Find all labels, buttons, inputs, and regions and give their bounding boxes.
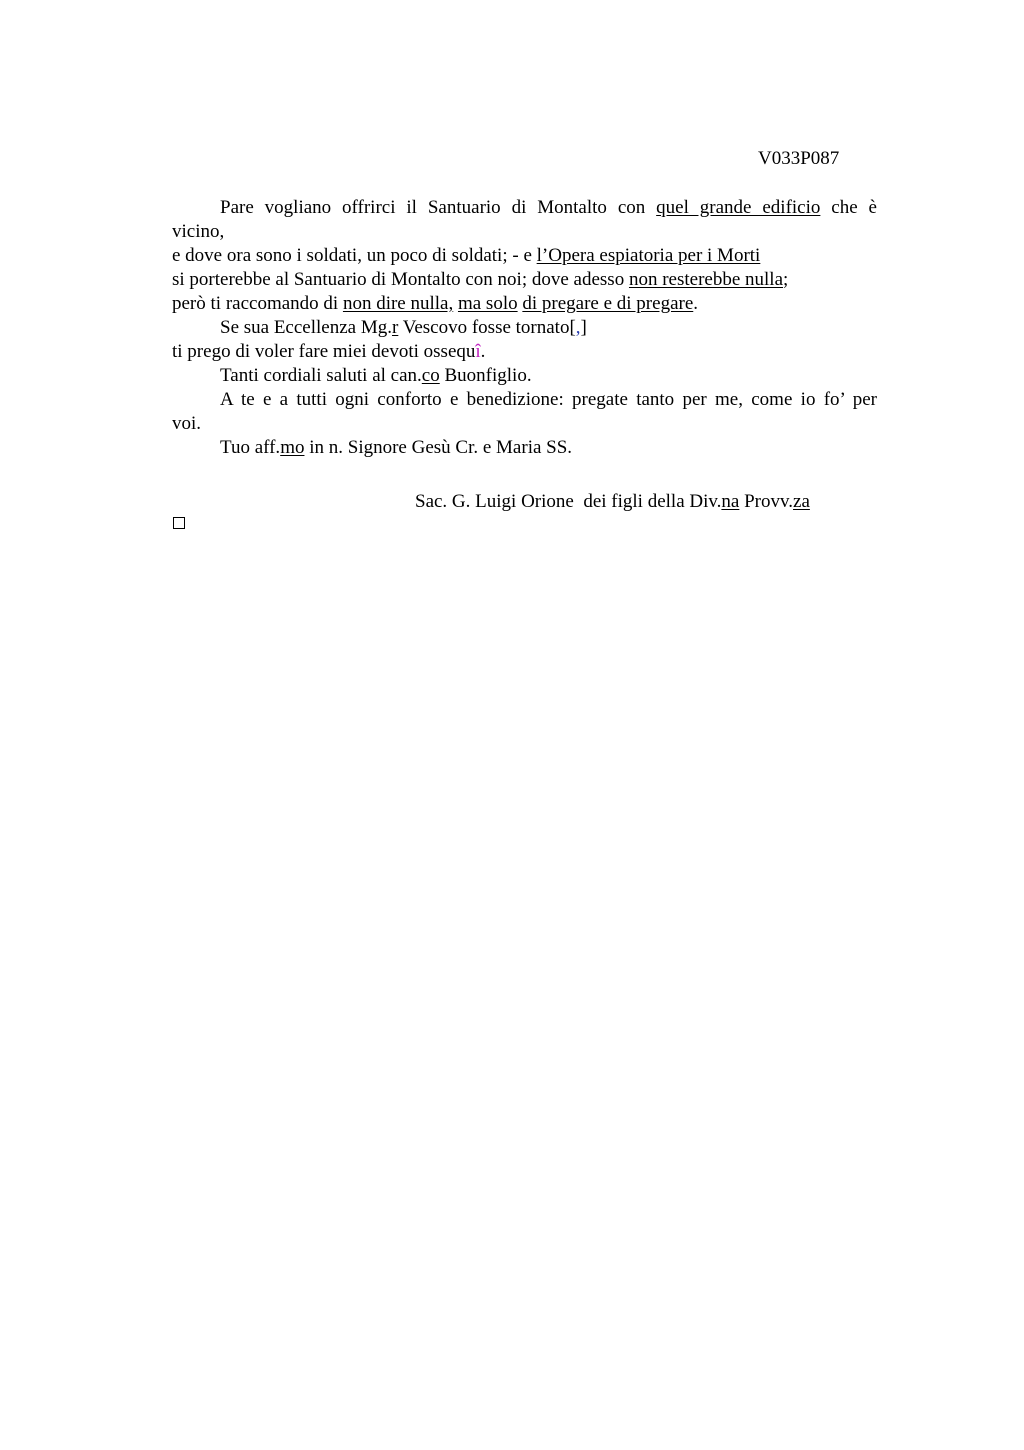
paragraph-1-line-1 [172,196,877,220]
text-run: Sac. G. Luigi Orione dei figli della Div. [415,491,722,512]
text-run: Tanti cordiali saluti al can. [220,365,422,386]
text-run: che è [820,197,877,218]
editorial-accent: î [475,341,481,362]
signature [415,490,810,514]
letter-body [172,196,877,460]
text-run: ti prego di voler fare miei devoti ossequ [172,341,476,362]
underlined-text: za [793,491,810,512]
text-run: e dove ora sono i soldati, un poco di soldati; - e [172,245,537,266]
text-run: . [480,341,486,362]
paragraph-4-line-2 [172,412,877,436]
paragraph-1-line-2 [172,220,877,244]
text-run: però ti raccomando di [172,293,343,314]
paragraph-1-line-4 [172,268,877,292]
text-run: Se sua Eccellenza Mg. [220,317,392,338]
underlined-text: ma solo [457,293,518,314]
paragraph-2-line-1 [172,316,877,340]
text-run: Vescovo fosse tornato [398,317,570,338]
paragraph-1-line-5 [172,292,877,316]
underlined-text: non dire nulla, [342,293,454,314]
underlined-text: non resterebbe nulla [628,269,784,290]
text-run: Tuo aff. [220,437,281,458]
underlined-text: r [391,317,399,338]
editorial-bracket: [ [569,317,576,338]
paragraph-4-line-1 [172,388,877,412]
underlined-text: l’Opera espiatoria per i Morti [536,245,761,266]
paragraph-2-line-2 [172,340,877,364]
underlined-text: co [421,365,440,386]
page-reference-code: V033P087 [758,148,840,169]
underlined-text: di pregare e di pregare [522,293,694,314]
text-run: . [693,293,699,314]
text-run: ; [783,269,789,290]
underlined-text: mo [280,437,305,458]
paragraph-3-line-1 [172,364,877,388]
text-run: si porterebbe al Santuario di Montalto con noi; dove adesso [172,269,629,290]
text-run: Provv. [739,491,794,512]
editorial-comma: , [575,317,581,338]
text-run: in n. Signore Gesù Cr. e Maria SS. [304,437,573,458]
empty-box-glyph [173,517,185,529]
text-run: vicino, [172,221,225,242]
text-run: A te e a tutti ogni conforto e benedizione: pregate tanto per me, come io fo’ per [220,389,877,410]
text-run: Buonfiglio. [439,365,532,386]
underlined-text: quel grande edificio [656,197,821,218]
text-run: Pare vogliano offrirci il Santuario di Montalto con [220,197,657,218]
underlined-text: na [721,491,740,512]
editorial-bracket: ] [580,317,587,338]
text-run: voi. [172,413,202,434]
paragraph-5-line-1 [172,436,877,460]
paragraph-1-line-3 [172,244,877,268]
